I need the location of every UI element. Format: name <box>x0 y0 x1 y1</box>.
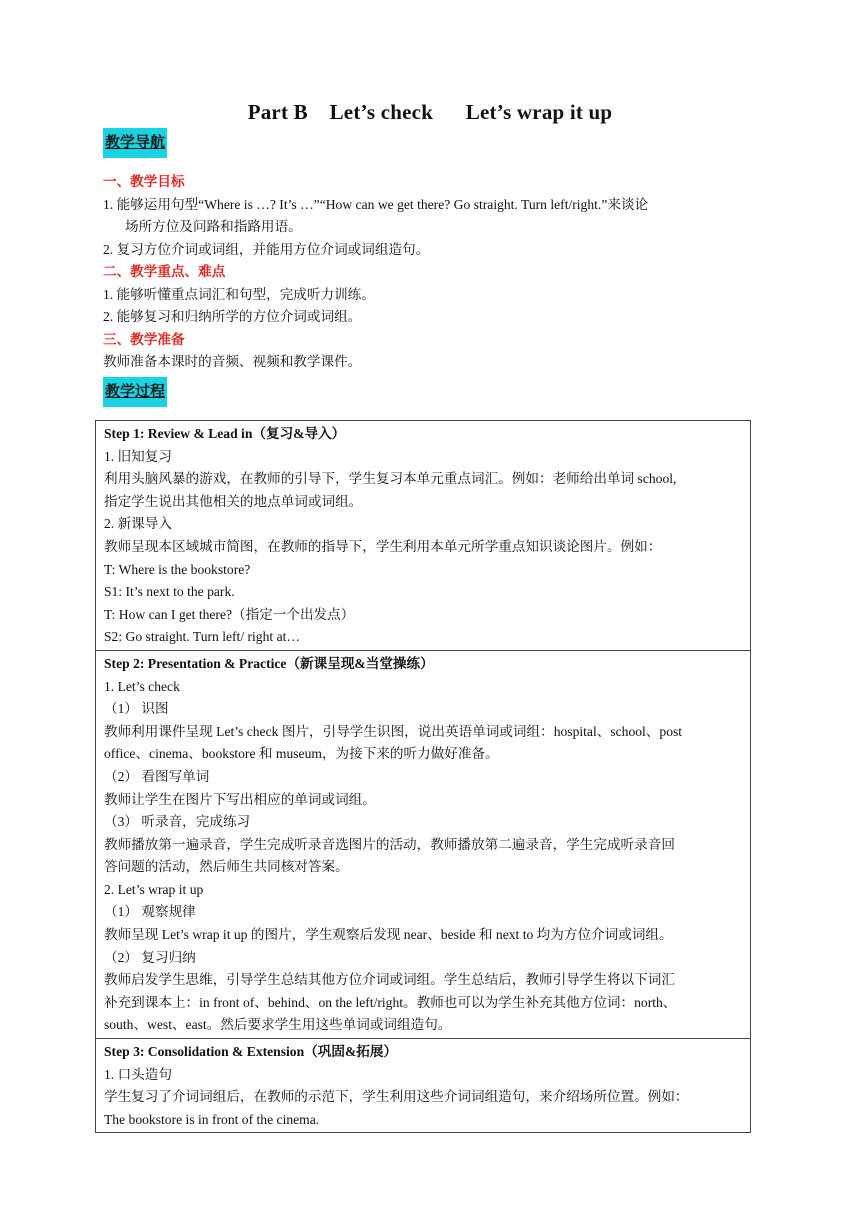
step-title: Step 1: Review & Lead in（复习&导入） <box>104 426 346 441</box>
step-line: 教师让学生在图片下写出相应的单词或词组。 <box>104 791 376 807</box>
objective-item-continuation: 场所方位及问路和指路用语。 <box>125 219 302 234</box>
key-point-item: 1. 能够听懂重点词汇和句型，完成听力训练。 <box>103 286 375 302</box>
step-line: T: How can I get there?（指定一个出发点） <box>104 606 355 622</box>
preparation-heading: 三、教学准备 <box>103 331 185 347</box>
step-line: （2） 复习归纳 <box>104 949 196 965</box>
step-line: 教师呈现本区域城市简图，在教师的指导下，学生利用本单元所学重点知识谈论图片。例如： <box>104 538 662 554</box>
step-3-cell <box>96 1039 750 1132</box>
preparation-text: 教师准备本课时的音频、视频和教学课件。 <box>103 354 362 369</box>
step-line: （1） 观察规律 <box>104 904 196 920</box>
objective-item: 2. 复习方位介词或词组，并能用方位介词或词组造句。 <box>103 241 430 257</box>
step-line: 学生复习了介词词组后，在教师的示范下，学生利用这些介词词组造句，来介绍场所位置。例如： <box>104 1089 689 1105</box>
step-line: 2. 新课导入 <box>104 516 172 532</box>
step-line: （3） 听录音，完成练习 <box>104 814 251 830</box>
step-line: 教师呈现 Let’s wrap it up 的图片，学生观察后发现 near、beside 和 next to 均为方位介词或词组。 <box>104 927 673 943</box>
step-line: （1） 识图 <box>104 701 169 717</box>
step-line: 教师播放第一遍录音，学生完成听录音选图片的活动，教师播放第二遍录音，学生完成听录音回 <box>104 836 675 852</box>
step-line: S1: It’s next to the park. <box>104 584 235 600</box>
teaching-navigation-section <box>103 171 763 374</box>
section-tag-teaching-process: 教学过程 <box>103 377 167 407</box>
step-line: 利用头脑风暴的游戏，在教师的引导下，学生复习本单元重点词汇。例如：老师给出单词 school, <box>104 471 677 487</box>
step-line: 1. 旧知复习 <box>104 448 172 464</box>
step-title: Step 2: Presentation & Practice（新课呈现&当堂操练） <box>104 655 434 671</box>
section-tag-teaching-navigation: 教学导航 <box>103 128 167 158</box>
objective-item: 1. 能够运用句型“Where is …? It’s …”“How can we get there? Go straight. Turn left/right.”来谈论 <box>103 196 649 212</box>
step-line: 答问题的活动，然后师生共同核对答案。 <box>104 859 349 875</box>
key-point-item: 2. 能够复习和归纳所学的方位介词或词组。 <box>103 309 362 324</box>
step-2-cell <box>96 651 750 1039</box>
page-title: Part B Let’s check Let’s wrap it up <box>247 100 613 124</box>
step-line: 2. Let’s wrap it up <box>104 881 204 897</box>
step-1-cell <box>96 421 750 651</box>
step-title: Step 3: Consolidation & Extension（巩固&拓展） <box>104 1044 398 1060</box>
step-line: T: Where is the bookstore? <box>104 561 251 577</box>
step-line: 教师利用课件呈现 Let’s check 图片，引导学生识图，说出英语单词或词组：hospital、school、post <box>104 723 683 739</box>
step-line: The bookstore is in front of the cinema. <box>104 1111 320 1127</box>
step-line: 1. 口头造句 <box>104 1066 172 1082</box>
step-line: （2） 看图写单词 <box>104 768 210 784</box>
step-line: 教师启发学生思维，引导学生总结其他方位介词或词组。学生总结后，教师引导学生将以下词汇 <box>104 972 675 988</box>
step-line: S2: Go straight. Turn left/ right at… <box>104 629 300 645</box>
step-line: 1. Let’s check <box>104 678 180 694</box>
step-line: office、cinema、bookstore 和 museum，为接下来的听力做好准备。 <box>104 746 499 762</box>
step-line: 补充到课本上：in front of、behind、on the left/right。教师也可以为学生补充其他方位词：north、 <box>104 994 677 1010</box>
key-points-heading: 二、教学重点、难点 <box>103 264 226 279</box>
objectives-heading: 一、教学目标 <box>103 174 185 189</box>
step-line: south、west、east。然后要求学生用这些单词或词组造句。 <box>104 1017 452 1033</box>
step-line: 指定学生说出其他相关的地点单词或词组。 <box>104 493 363 509</box>
teaching-process-table <box>95 420 751 1133</box>
